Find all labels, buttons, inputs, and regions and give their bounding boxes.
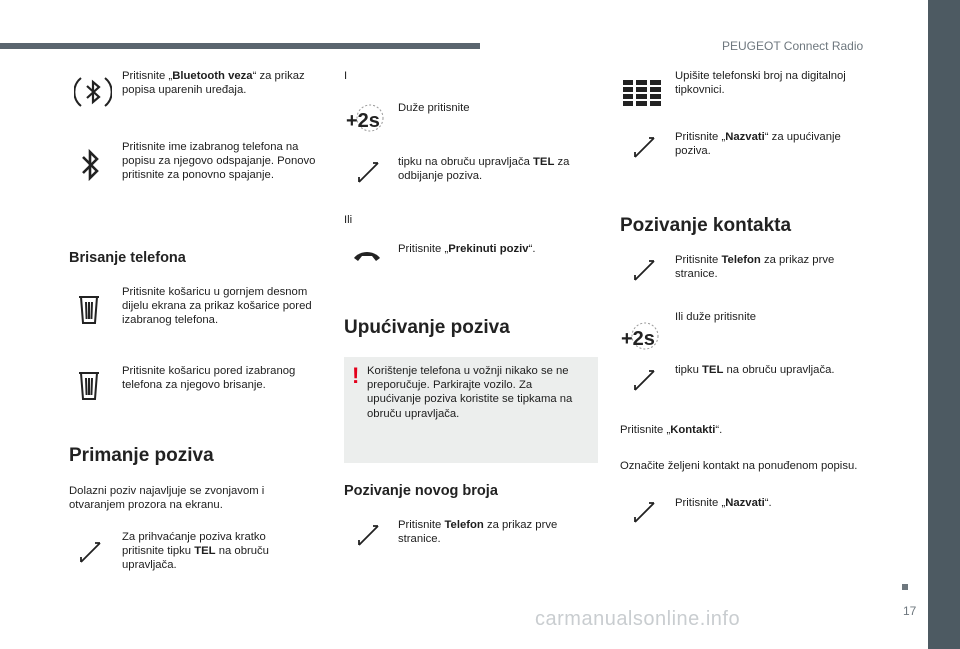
bluetooth-icon [80, 148, 102, 182]
incoming-call-text: Dolazni poziv najavljuje se zvonjavom i otvaranjem prozora na ekranu. [69, 485, 265, 512]
phone-handset-icon [356, 523, 380, 547]
hang-up-icon [352, 248, 382, 264]
reject-call-text: tipku na obruču upravljača TEL za odbijanje poziva. [398, 156, 570, 183]
bt-disconnect-text: Pritisnite ime izabranog telefona na popisu za njegovo odspajanje. Ponovo pritisnite za ponovno spajanje. [122, 141, 316, 182]
nazvati-text: Pritisnite „Nazvati“ za upućivanje poziva. [675, 131, 841, 158]
long-press-icon [620, 321, 660, 351]
top-rule [0, 43, 480, 49]
select-contact-text: Označite željeni kontakt na ponuđenom popisu. [620, 460, 858, 472]
warning-icon: ! [352, 363, 360, 388]
svg-text:+2s: +2s [346, 110, 380, 132]
trash-icon [78, 295, 100, 325]
connector-i: I [344, 70, 348, 82]
receive-call-heading: Primanje poziva [69, 445, 214, 466]
nazvati-final-text: Pritisnite „Nazvati“. [675, 497, 772, 509]
call-contact-heading: Pozivanje kontakta [620, 215, 792, 236]
new-number-heading: Pozivanje novog broja [344, 483, 498, 499]
phone-handset-icon [632, 500, 656, 524]
phone-handset-icon [632, 368, 656, 392]
bt-list-text: Pritisnite „Bluetooth veza“ za prikaz popisa uparenih uređaja. [122, 70, 305, 97]
side-band [928, 0, 960, 649]
telefon-text: Pritisnite Telefon za prikaz prve stranice. [675, 254, 835, 281]
brand-header: PEUGEOT Connect Radio [722, 39, 864, 53]
phone-handset-icon [632, 135, 656, 159]
connector-ili: Ili [344, 214, 353, 226]
bluetooth-connection-icon [74, 72, 112, 122]
accept-call-text: Za prihvaćanje poziva kratko pritisnite tipku TEL na obruču upravljača. [122, 531, 269, 572]
page-number: 17 [903, 604, 917, 618]
watermark: carmanualsonline.info [535, 608, 741, 630]
kontakti-text: Pritisnite „Kontakti“. [620, 424, 723, 436]
make-call-heading: Upućivanje poziva [344, 317, 510, 338]
phone-handset-icon [356, 160, 380, 184]
long-press-icon [345, 103, 385, 133]
hang-up-text: Pritisnite „Prekinuti poziv“. [398, 243, 536, 255]
trash-icon [78, 371, 100, 401]
page-marker [902, 584, 908, 590]
trash-phone-text: Pritisnite košaricu pored izabranog telefona za njegovo brisanje. [122, 365, 296, 392]
telefon-text: Pritisnite Telefon za prikaz prve stranice. [398, 519, 558, 546]
warning-text: Korištenje telefona u vožnji nikako se ne preporučuje. Parkirajte vozilo. Za upućivanje poziva koristite se tipkama na obruču upravljača. [367, 365, 573, 420]
phone-handset-icon [632, 258, 656, 282]
svg-text:+2s: +2s [621, 328, 655, 350]
long-press-text: Ili duže pritisnite [675, 311, 756, 323]
delete-phone-heading: Brisanje telefona [69, 250, 186, 266]
long-press-text: Duže pritisnite [398, 102, 470, 114]
tel-key-text: tipku TEL na obruču upravljača. [675, 364, 835, 376]
phone-handset-icon [78, 540, 102, 564]
trash-top-text: Pritisnite košaricu u gornjem desnom dijelu ekrana za prikaz košarice pored izabranog telefona. [122, 286, 312, 327]
keypad-text: Upišite telefonski broj na digitalnoj tipkovnici. [675, 70, 846, 97]
keypad-icon [623, 80, 661, 106]
